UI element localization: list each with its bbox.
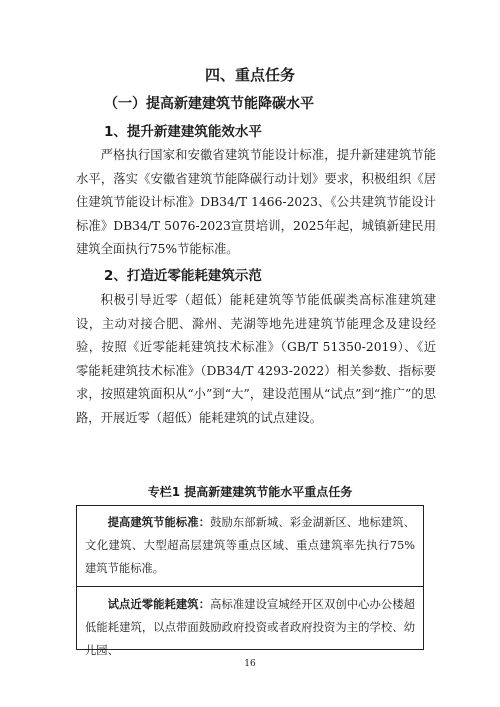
box-row-1-lead: 提高建筑节能标准： <box>107 516 211 529</box>
section-title: 四、重点任务 <box>204 66 295 84</box>
box-row-2 <box>85 593 415 662</box>
subsection-title: （一）提高新建建筑节能降碳水平 <box>104 96 314 112</box>
box-row-1-text: 鼓励东部新城、彩金湖新区、地标建筑、文化建筑、大型超高层建筑等重点区域、重点建筑率先执行75%建筑节能标准。 <box>85 516 415 575</box>
item-1-heading: 1、提升新建建筑能效水平 <box>104 124 262 140</box>
item-2-heading: 2、打造近零能耗建筑示范 <box>104 268 262 284</box>
box-row-1 <box>85 511 415 580</box>
item-1-paragraph: 严格执行国家和安徽省建筑节能设计标准，提升新建建筑节能水平，落实《安徽省建筑节能降碳行动计划》要求，积极组织《居住建筑节能设计标准》DB34/T 1466-2023、《公共建筑节能设计标准》DB34/T 5076-2023宣贯培训，2025年起，城镇新建民用建筑全面执行75%节能标准。 <box>76 148 436 256</box>
box-title: 专栏1 提高新建建筑节能水平重点任务 <box>147 485 353 499</box>
box-divider <box>77 586 423 587</box>
task-box <box>76 505 424 657</box>
box-row-2-text: 高标准建设宣城经开区双创中心办公楼超低能耗建筑，以点带面鼓励政府投资或者政府投资为主的学校、幼儿园、 <box>85 598 415 657</box>
page-number: 16 <box>244 659 256 669</box>
box-row-2-lead: 试点近零能耗建筑： <box>107 598 211 611</box>
item-2-paragraph: 积极引导近零（超低）能耗建筑等节能低碳类高标准建筑建设，主动对接合肥、滁州、芜湖等地先进建筑节能理念及建设经验，按照《近零能耗建筑技术标准》（GB/T 51350-2019）、《近零能耗建筑技术标准》（DB34/T 4293-2022）相关参数、指标要求，按照建筑面积从“小”到“大”，建设范围从“试点”到“推广”的思路，开展近零（超低）能耗建筑的试点建设。 <box>76 293 436 425</box>
